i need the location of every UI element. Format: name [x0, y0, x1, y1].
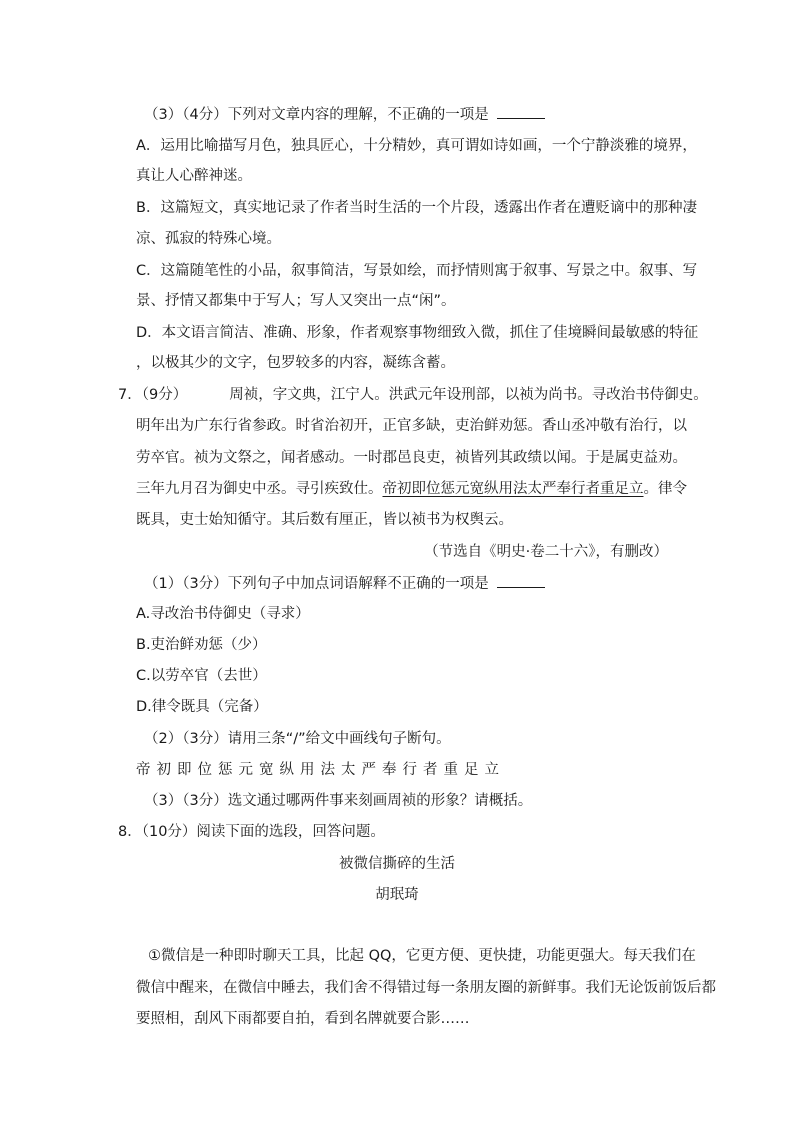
article-title: 被微信撕碎的生活	[339, 856, 455, 872]
q7-passage-line3: 劳卒官。祯为文祭之，闻者感动。一时郡邑良吏，祯皆列其政绩以闻。于是属吏益劝。	[136, 450, 687, 466]
q7-sub1-option-d: D.律令既具（完备）	[136, 699, 268, 715]
q7-passage-line4: 三年九月召为御史中丞。寻引疾致仕。帝初即位惩元宽纵用法太严奉行者重足立。律令	[136, 481, 687, 497]
q7-passage-line2: 明年出为广东行省参政。时省治初开，正官多缺，吏治鲜劝惩。香山丞冲敬有治行，以	[136, 418, 687, 434]
q6-option-a-line1: A．运用比喻描写月色，独具匠心，十分精妙，真可谓如诗如画，一个宁静淡雅的境界，	[136, 138, 697, 154]
q6-option-c-line2: 景、抒情又都集中于写人；写人又突出一点“闲”。	[136, 293, 456, 309]
q7-sub3-stem: （3）（3分）选文通过哪两件事来刻画周祯的形象？请概括。	[144, 793, 533, 809]
article-p1-line3: 要照相，刮风下雨都要自拍，看到名牌就要合影……	[136, 1011, 470, 1027]
q6-option-c-line1: C．这篇随笔性的小品，叙事简洁，写景如绘，而抒情则寓于叙事、写景之中。叙事、写	[136, 263, 698, 279]
q6-option-d-line1: D．本文语言简洁、准确、形象，作者观察事物细致入微，抓住了佳境瞬间最敏感的特征	[136, 325, 699, 341]
article-p1-line1: ①微信是一种即时聊天工具，比起 QQ，它更方便、更快捷，功能更强大。每天我们在	[148, 948, 696, 964]
answer-blank[interactable]	[497, 573, 545, 588]
q7-heading: 7．（9分） 周祯，字文典，江宁人。洪武元年设刑部，以祯为尚书。寻改治书侍御史。	[118, 387, 708, 403]
q6-option-b-line1: B．这篇短文，真实地记录了作者当时生活的一个片段，透露出作者在遭贬谪中的那种凄	[136, 200, 697, 216]
q6-option-d-line2: ，以极其少的文字，包罗较多的内容，凝练含蓄。	[136, 355, 455, 371]
q7-sub2-sentence: 帝初即位惩元宽纵用法太严奉行者重足立	[136, 762, 505, 778]
q7-passage-line5: 既具，吏士始知循守。其后数有厘正，皆以祯书为权舆云。	[136, 512, 513, 528]
q7-sub2-stem: （2）（3分）请用三条“/”给文中画线句子断句。	[144, 731, 451, 747]
article-p1-line2: 微信中醒来，在微信中睡去，我们舍不得错过每一条朋友圈的新鲜事。我们无论饭前饭后都	[136, 980, 716, 996]
q7-sub1-stem: （1）（3分）下列句子中加点词语解释不正确的一项是	[144, 573, 545, 594]
q7-passage-line1: 周祯，字文典，江宁人。洪武元年设刑部，以祯为尚书。寻改治书侍御史。	[229, 387, 708, 403]
q8-heading: 8．（10分）阅读下面的选段，回答问题。	[118, 824, 385, 840]
underlined-sentence: 帝初即位惩元宽纵用法太严奉行者重足立	[382, 481, 644, 497]
q7-source: （节选自《明史·卷二十六》，有删改）	[424, 544, 668, 560]
q6-option-b-line2: 凉、孤寂的特殊心境。	[136, 231, 281, 247]
answer-blank[interactable]	[497, 104, 545, 119]
q7-sub1-option-c: C.以劳卒官（去世）	[136, 668, 267, 684]
q6-option-a-line2: 真让人心醉神迷。	[136, 168, 252, 184]
q7-sub1-option-b: B.吏治鲜劝惩（少）	[136, 637, 267, 653]
article-author: 胡珉琦	[375, 887, 419, 903]
q7-sub1-option-a: A.寻改治书侍御史（寻求）	[136, 606, 310, 622]
q6-sub3-stem: （3）（4分）下列对文章内容的理解，不正确的一项是	[144, 104, 545, 125]
